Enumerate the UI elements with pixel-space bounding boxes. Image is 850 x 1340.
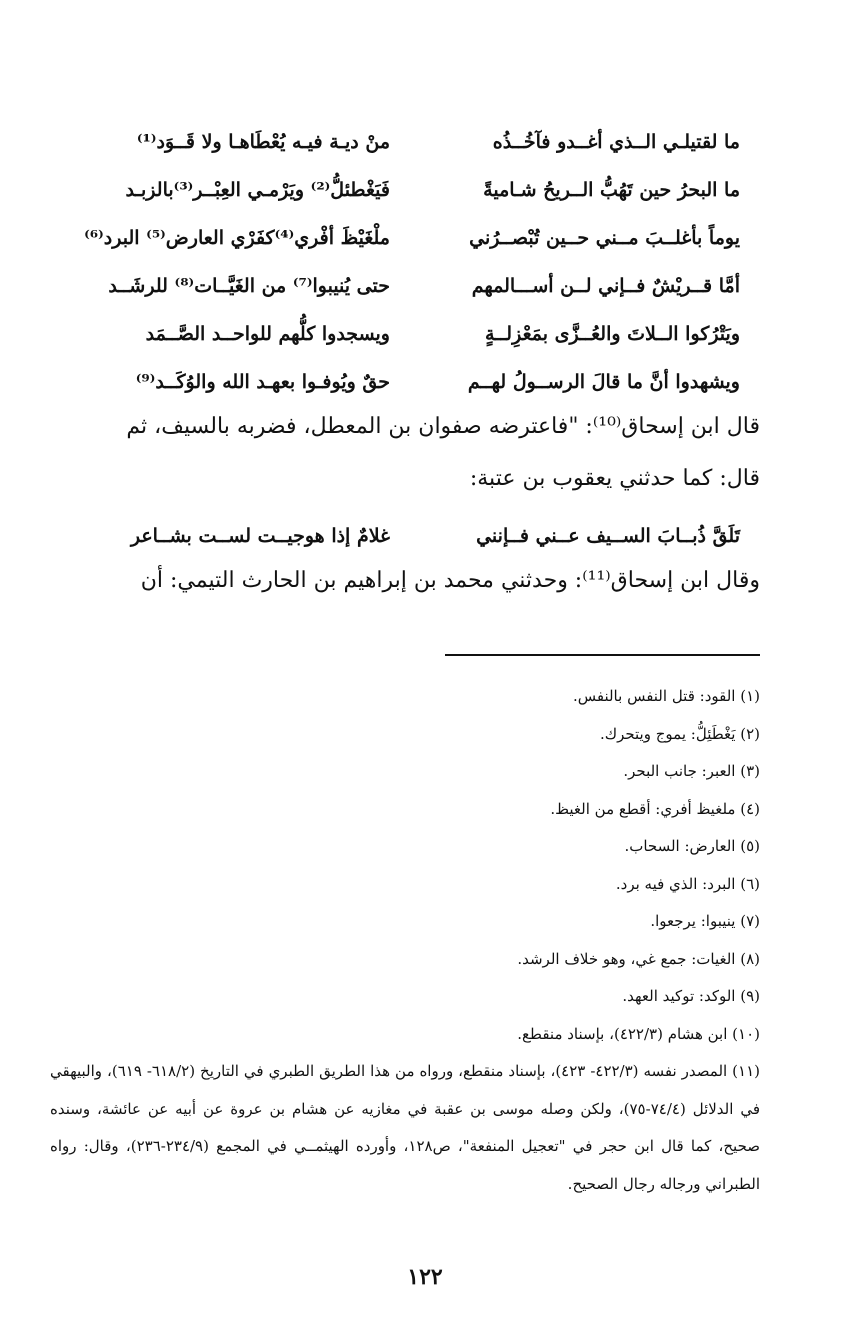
footnote: (٢) يَغْطَئِلُّ: يموج ويتحرك. [599,724,760,743]
verse-second-hemistich: ملْغَيْظَ أفْري⁽⁴⁾كفَرْي العارض⁽⁵⁾ البرد⁽⁶⁾ [84,227,390,249]
verse-second-hemistich: فَيَغْطئلُّ⁽²⁾ ويَرْمـي العِبْــر⁽³⁾بالزبـد [125,179,390,201]
footnote: (٥) العارض: السحاب. [624,837,760,855]
footnote: (٧) ينيبوا: يرجعوا. [650,912,760,930]
footnotes [50,678,760,1203]
footnote: (٨) الغيات: جمع غي، وهو خلاف الرشد. [517,949,760,968]
poem-verse [60,214,740,262]
prose-line: قال: كما حدثني يعقوب بن عتبة: [469,466,760,491]
verse-first-hemistich: ما لقتيلـي الــذي أغــدو فآخُــذُه [492,131,740,153]
verse-first-hemistich: ويَتْرُكوا الــلاتَ والعُــزَّى بمَعْزِلــةٍ [484,323,740,345]
poem-verse [60,118,740,166]
poem-verse [60,262,740,310]
footnote: (٩) الوكد: توكيد العهد. [622,987,760,1005]
poem-verse [60,512,740,560]
verse-first-hemistich: تَلَقَّ ذُبــابَ الســيف عــني فــإنني [476,525,740,547]
prose-line: وقال ابن إسحاق⁽¹¹⁾: وحدثني محمد بن إبراهيم بن الحارث التيمي: أن [140,568,760,593]
verse-second-hemistich: ويسجدوا كلُّهم للواحــد الصَّــمَد [145,323,390,345]
verse-first-hemistich: أمَّا قــريْشٌ فــإني لــن أســـالمهم [471,275,740,297]
footnote: (١١) المصدر نفسه (٤٢٢/٣- ٤٢٣)، بإسناد منقطع، ورواه من هذا الطريق الطبري في التاريخ (٦١٨/٢- ٦١٩)، والبيهقي في الدلائل (٧٤/٤-٧٥)، ولكن وصله موسى بن عقبة في مغازيه عن هشام بن عروة عن أبيه عن عائشة، وسنده صحيح، كما قال ابن حجر في "تعجيل المنفعة"، ص١٢٨، وأورده الهيثمــي في المجمع (٢٣٤/٩-٢٣٦)، وقال: رواه الطبراني ورجاله رجال الصحيح. [50,1062,761,1193]
poem-verse [60,166,740,214]
footnote: (٤) ملغيظ أفري: أقطع من الغيظ. [550,799,760,818]
footnote: (٦) البرد: الذي فيه برد. [615,874,760,893]
verse-second-hemistich: غلامٌ إذا هوجيــت لســت بشــاعر [130,525,390,547]
prose-line: قال ابن إسحاق⁽¹⁰⁾: "فاعترضه صفوان بن المعطل، فضربه بالسيف، ثم [126,414,760,439]
verse-first-hemistich: يوماً بأغلــبَ مــني حــين تُبْصــرُني [469,227,740,249]
footnote-separator [445,654,760,656]
verse-first-hemistich: ما البحرُ حين تَهُبُّ الــريحُ شـاميةً [483,179,740,201]
poem-verse [60,310,740,358]
quoted-verse [60,512,740,560]
verse-second-hemistich: حتى يُنيبوا⁽⁷⁾ من الغَيَّــات⁽⁸⁾ للرشَــد [108,275,390,297]
verse-first-hemistich: ويشهدوا أنَّ ما قالَ الرســولُ لهــم [467,371,740,393]
poem-block [60,118,740,406]
footnote: (٣) العبر: جانب البحر. [623,762,760,780]
footnote: (١) القود: قتل النفس بالنفس. [572,687,760,705]
page-number: ١٢٢ [407,1264,443,1290]
poem-verse [60,358,740,406]
footnote: (١٠) ابن هشام (٤٢٢/٣)، بإسناد منقطع. [517,1024,760,1043]
verse-second-hemistich: حقٌ ويُوفـوا بعهـد الله والوُكَــد⁽⁹⁾ [135,371,390,393]
verse-second-hemistich: منْ ديـة فيـه يُعْطَاهـا ولا قَــوَد⁽¹⁾ [136,131,390,153]
